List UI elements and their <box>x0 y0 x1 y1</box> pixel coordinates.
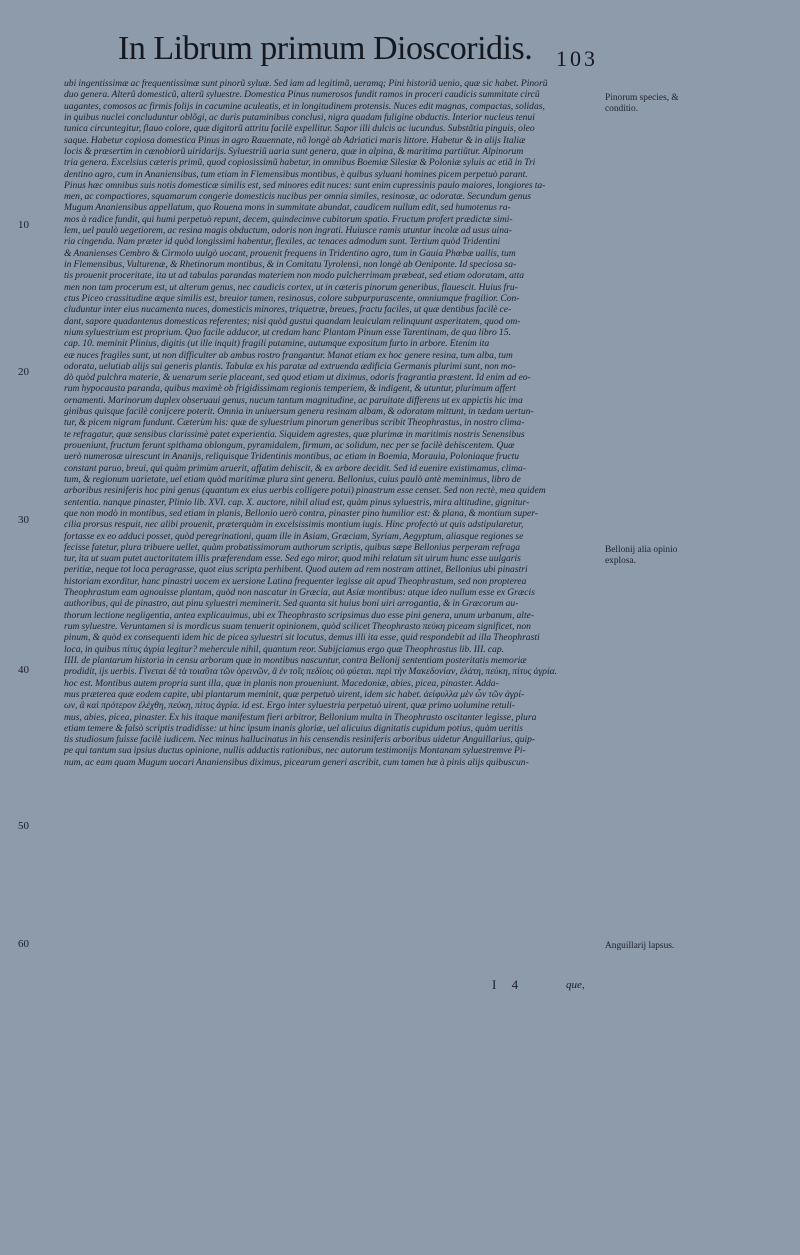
text-line: tis studiosum fuisse facilè iudicem. Nec minus hallucinatus in his censendis resiniferis arboribus uidetur Anguillarius, quip- <box>64 734 536 746</box>
margin-note-pinorum: Pinorum species, & conditio. <box>605 93 679 114</box>
line-number-30: 30 <box>18 514 29 526</box>
text-line: cap. 10. meminit Plinius, digitis (ut ille inquit) fragili putamine, autumque expositum furto in arbore. Etenim ita <box>64 338 490 350</box>
line-number-50: 50 <box>18 820 29 832</box>
text-line: cluduntur inter eius nucamenta nuces, domesticis minores, triquetræ, breues, fractu faciles, ut quæ dentibus facilè ce- <box>64 304 512 316</box>
text-line: in Flemensibus, Vulturenæ, & Rhetinorum montibus, & in Comitatu Tyrolensi, non longè ab Oeniponte. Id speciosa sa- <box>64 259 517 270</box>
line-number-60: 60 <box>18 938 29 950</box>
text-line: constant paruo, breui, qui quàm primùm aruerit, affatim dehiscit, & ex arbore decidit. Sed id euenire existimamus, clima- <box>64 462 526 474</box>
text-line: te refragatur, quæ sensibus clarissimè patet experientia. Siquidem agrestes, quæ plurimæ in maritimis nostris Senensibus <box>64 428 525 440</box>
body-text <box>64 78 598 768</box>
text-line: pinum, & quòd ex consequenti idem hic de picea syluestri sit locutus, demus illi ita esse, quid respondebit ad illa Theophrasti <box>64 632 540 644</box>
text-line: cilia prorsus respuit, nec alibi prouenit, præterquàm in excelsissimis montium iugis. Hinc profectò ut quis adstipularetur, <box>64 519 524 531</box>
text-line: ria cingenda. Nam præter id quòd longissimi habentur, flexiles, ac tenaces admodum sunt. Tertium quòd Tridentini <box>64 236 501 248</box>
text-line: authoribus, qui de pinastro, aut pinu syluestri meminerit. Sed quanta sit huius boni uiri arrogantia, & in Græcorum au- <box>64 598 519 610</box>
text-line: & Ananienses Cembro & Cirmolo uulgò uocant, prouenit frequens in Tridentino agro, tum in Gauia Phœbæ uallis, tum <box>64 247 516 259</box>
margin-note-bellonij: Bellonij alia opinio explosa. <box>605 545 678 566</box>
text-line: mus, abies, picea, pinaster. Ex his itaque manifestum fieri arbitror, Bellonium multa in Theophrasto oscitanter legisse, plura <box>64 711 537 723</box>
text-line: proueniunt, fructum ferunt spithama oblongum, pyramidalem, firmum, ac solidum, nec per se facilè dehiscentem. Quæ <box>64 440 515 451</box>
catchword: que, <box>566 979 585 991</box>
text-line: tur, & picem nigram fundunt. Cæterùm his: quæ de syluestrium pinorum generibus scribit Theophrastus, in nostro clima- <box>64 417 525 429</box>
text-line: lem, uel paulò uegetiorem, ac resina magis obductum, odoris non ingrati. Huiusce ramis utuntur incolæ ad usus uina- <box>64 225 513 237</box>
text-line: dò quòd pulchra materie, & uenarum serie placeant, sed quod etiam ut diximus, odoris fragrantia præstent. Id enim ad eo- <box>64 372 531 384</box>
margin-note-anguillarij: Anguillarij lapsus. <box>605 941 675 951</box>
text-line: mus præterea quæ eodem capite, ubi plantarum meminit, quæ perpetuò uirent, idem sic habet. ἀείφυλλα μὲν ὧν τῶν ἀγρί- <box>64 688 525 700</box>
text-line: Mugum Ananiensibus appellatum, quo Rouena mons in summitate abundat, caudicem nullum edit, sed humotenus ra- <box>64 202 511 214</box>
text-line: uerò numerosæ uirescunt in Ananijs, reliquisque Tridentinis montibus, ac etiam in Boemia, Morauia, Poloniaque fructu <box>64 451 520 463</box>
text-line: dant, sapore quadantenus domesticas referentes; nisi quòd gustui quandam leuiculam relinquunt asperitatem, quod om- <box>64 315 521 327</box>
text-line: rum syluestre. Veruntamen si is mordicus suam tenuerit opinionem, quòd scilicet Theophrasto πεύκη piceam significet, non <box>64 621 531 632</box>
text-line: tria genera. Excelsius cæteris primũ, quod copiosissimũ habetur, in omnibus Boemiæ Silesiæ & Poloniæ syluis ac etiã in Tri <box>64 157 536 169</box>
text-line: saque. Habetur copiosa domestica Pinus in agro Rauennate, nõ longè ab Adriatici maris littore. Habetur & in alijs Italiæ <box>64 134 526 146</box>
text-line: nium syluestrium est proprium. Quo facile adducor, ut credam hanc Plantam Pinum esse Tarentinam, de qua libro 15. <box>64 326 511 338</box>
text-line: uagantes, comosos ac firmis folijs in cacumine aculeatis, et in longitudinem protensis. Nuces edit magnas, compactas, solidas, <box>64 100 545 112</box>
text-line: arboribus resiniferis hoc pini genus (quantum ex eius uerbis colligere potui) pinastrum esse censet. Sed non rectè, mea quidem <box>64 485 546 497</box>
text-line: peritiæ, neque tot loca peragrasse, quot eius scripta perhibent. Quod autem ad rem nostram attinet, Bellonius ubi pinastri <box>64 564 528 576</box>
text-line: thorum lectione negligentia, antea explicauimus, ubi ex Theophrasto scripsimus duo esse pini genera, unum urbanum, alte- <box>64 609 535 621</box>
text-line: loca, in quibus πίτυς ἀγρία legitur? mehercule nihil, quantum reor. Subijciamus ergo quæ Theophrastus lib. III. cap. <box>64 643 505 655</box>
text-line: tis prouenit proceritate, ita ut ad tabulas parandas materiem non modo pulcherrimam præbeat, sed etiam odoratam, atta <box>64 270 525 282</box>
signature-mark: I 4 <box>492 977 525 992</box>
text-line: in quibus nuclei concluduntur oblõgi, ac duris putaminibus conclusi, nigra quadam fuligine obductis. Interior nucleus tenui <box>64 111 535 123</box>
text-line: historiam exorditur, hanc pinastri uocem ex uersione Latina frequenter legisse ait apud Theophrastum, sed non propterea <box>64 575 527 587</box>
text-line: fortasse ex eo adduci posset, quòd peregrinationi, quam ille in Asiam, Græciam, Syriam, Aegyptum, aliasque regiones se <box>64 530 524 542</box>
text-line: etiam temere & falsò scriptis tradidisse: ut hinc ipsum inanis gloriæ, uel alicuius dignitatis cupidum potius, quàm ueritis <box>64 722 524 734</box>
text-line: men, ac compactiores, squamarum congerie domesticis nucibus per omnia similes, resinosæ, ac odoratæ. Secundum genus <box>64 191 531 203</box>
text-line: duo genera. Alterũ domesticũ, alterũ syluestre. Domestica Pinus numerosos fundit ramos in proceri caudicis summitate circũ <box>64 89 540 101</box>
text-line: que non modò in montibus, sed etiam in planis, Bellonio uerò contra, pinaster pino humilior est: & plana, & montium super- <box>64 507 539 519</box>
text-line: locis & præsertim in cænobiorũ uiridarijs. Syluestriũ uaria sunt genera, quæ in alpina, & maritima partiũtur. Alpinorum <box>64 145 524 157</box>
page-title: In Librum primum Dioscoridis. <box>118 30 533 67</box>
text-line: ubi ingentissimæ ac frequentissimæ sunt pinorũ syluæ. Sed iam ad legitimã, ueramq; Pini historiã uenio, quæ sic habet. Pinorũ <box>64 78 548 89</box>
line-number-40: 40 <box>18 664 29 676</box>
text-line: Pinus hæc omnibus suis notis domesticæ similis est, sed minores edit nuces: sunt enim cupressinis paulo maiores, longiores ta- <box>64 179 546 191</box>
line-number-10: 10 <box>18 219 29 231</box>
page-number: 103 <box>556 46 598 71</box>
text-line: mos à radice fundit, qui humi perpetuò repunt, decem, quindecimve cubitorum spatio. Fructum profert prædictæ simi- <box>64 213 513 225</box>
text-line: tum, & regionum uarietate, uel etiam quòd maritimæ plura sint genera. Bellonius, cuius paulò antè meminimus, libro de <box>64 473 521 485</box>
text-line: ginibus quisque facilè conijcere poterit. Omnia in uniuersum genera resinam albam, & odoratam mittunt, in tædam uertun- <box>64 406 534 418</box>
text-line: men non tam procerum est, ut alterum genus, nec caudicis cortex, ut in cæteris pinorum generibus, flauescit. Huius fru- <box>64 281 518 293</box>
text-line: pe qui tantum sua ipsius ductus opinione, nullis adductis rationibus, nec autorum testimonijs Montanam syluestremve Pi- <box>64 745 526 757</box>
text-line: hoc est. Montibus autem propria sunt illa, quæ in planis non proueniunt. Macedoniæ, abies, picea, pinaster. Adda- <box>64 677 499 689</box>
line-number-20: 20 <box>18 366 29 378</box>
text-line: tunica circuntegitur, flauo colore, quæ digitorũ attritu facilè expellitur. Sapor illi dulcis ac iucundus. Substãtia pinguis, oleo <box>64 123 535 135</box>
text-line: IIII. de plantarum historia in censu arborum quæ in montibus nascuntur, contra Bellonij sententiam posteritatis memoriæ <box>64 654 527 666</box>
text-line: dentino agro, cum in Ananiensibus, tum etiam in Flemensibus montibus, è quibus syluani homines picem perpetuò parant. <box>64 168 528 180</box>
text-line: eæ nuces fragiles sunt, ut non difficulter ab ambus rostro frangantur. Manat etiam ex hoc genere resina, tum alba, tum <box>64 349 513 361</box>
text-line: ornamenti. Marinorum duplex obseruaui genus, nucum tantum magnitudine, ac paruitate differens ut ex appictis hic ima <box>64 394 523 406</box>
text-line: ων, ἃ καὶ πρότερον ἐλέχθη, πεύκη, πίτυς ἀγρία. id est. Ergo inter syluestria perpetuò uirent, quæ primo uolumine retuli- <box>64 700 515 712</box>
text-line: prodidit, ijs uerbis. Γίνεται δὲ τὰ τοιαῦτα τῶν ὀρεινῶν, ἃ ἐν τοῖς πεδίοις οὐ φύεται. περὶ τὴν Μακεδονίαν, ἐλάτη, πεύκη, πίτυς ἀγρία. <box>64 666 558 678</box>
text-line: num, ac eam quam Mugum uocari Ananiensibus diximus, picearum generi ascribit, cum tamen hæ à pinis alijs quibuscun- <box>64 756 529 768</box>
text-line: fecisse fatetur, plura tribuere uellet, quàm probatissimorum authorum scriptis, quibus sæpe Bellonius perperam refraga <box>64 541 521 553</box>
text-line: ctus Piceo crassitudine æque similis est, breuior tamen, resinosus, colore subpurpurascente, omniumque fragilior. Con- <box>64 292 520 304</box>
text-line: Theophrastum eam agnouisse plantam, quòd non nascatur in Græcia, aut Asiæ montibus: atque ideo nullum esse ex Græcis <box>64 587 535 599</box>
text-line: odorata, uelutiab alijs sui generis plantis. Tabulæ ex his paratæ ad extruenda ædificia Germanis plurimi sunt, non mo- <box>64 360 516 372</box>
text-line: sententia. nanque pinaster, Plinio lib. XVI. cap. X. auctore, nihil aliud est, quàm pinus syluestris, mira altitudine, gignitur- <box>64 496 530 508</box>
text-line: rum hypocausta paranda, quibus maximè ob frigidissimam regionis temperiem, & indigent, & utuntur, plurimum affert <box>64 383 516 395</box>
text-line: tur, ita ut suam putet auctoritatem illis præferendam esse. Sed ego miror, quod mihi relatum sit uirum hunc esse uulgaris <box>64 553 521 565</box>
